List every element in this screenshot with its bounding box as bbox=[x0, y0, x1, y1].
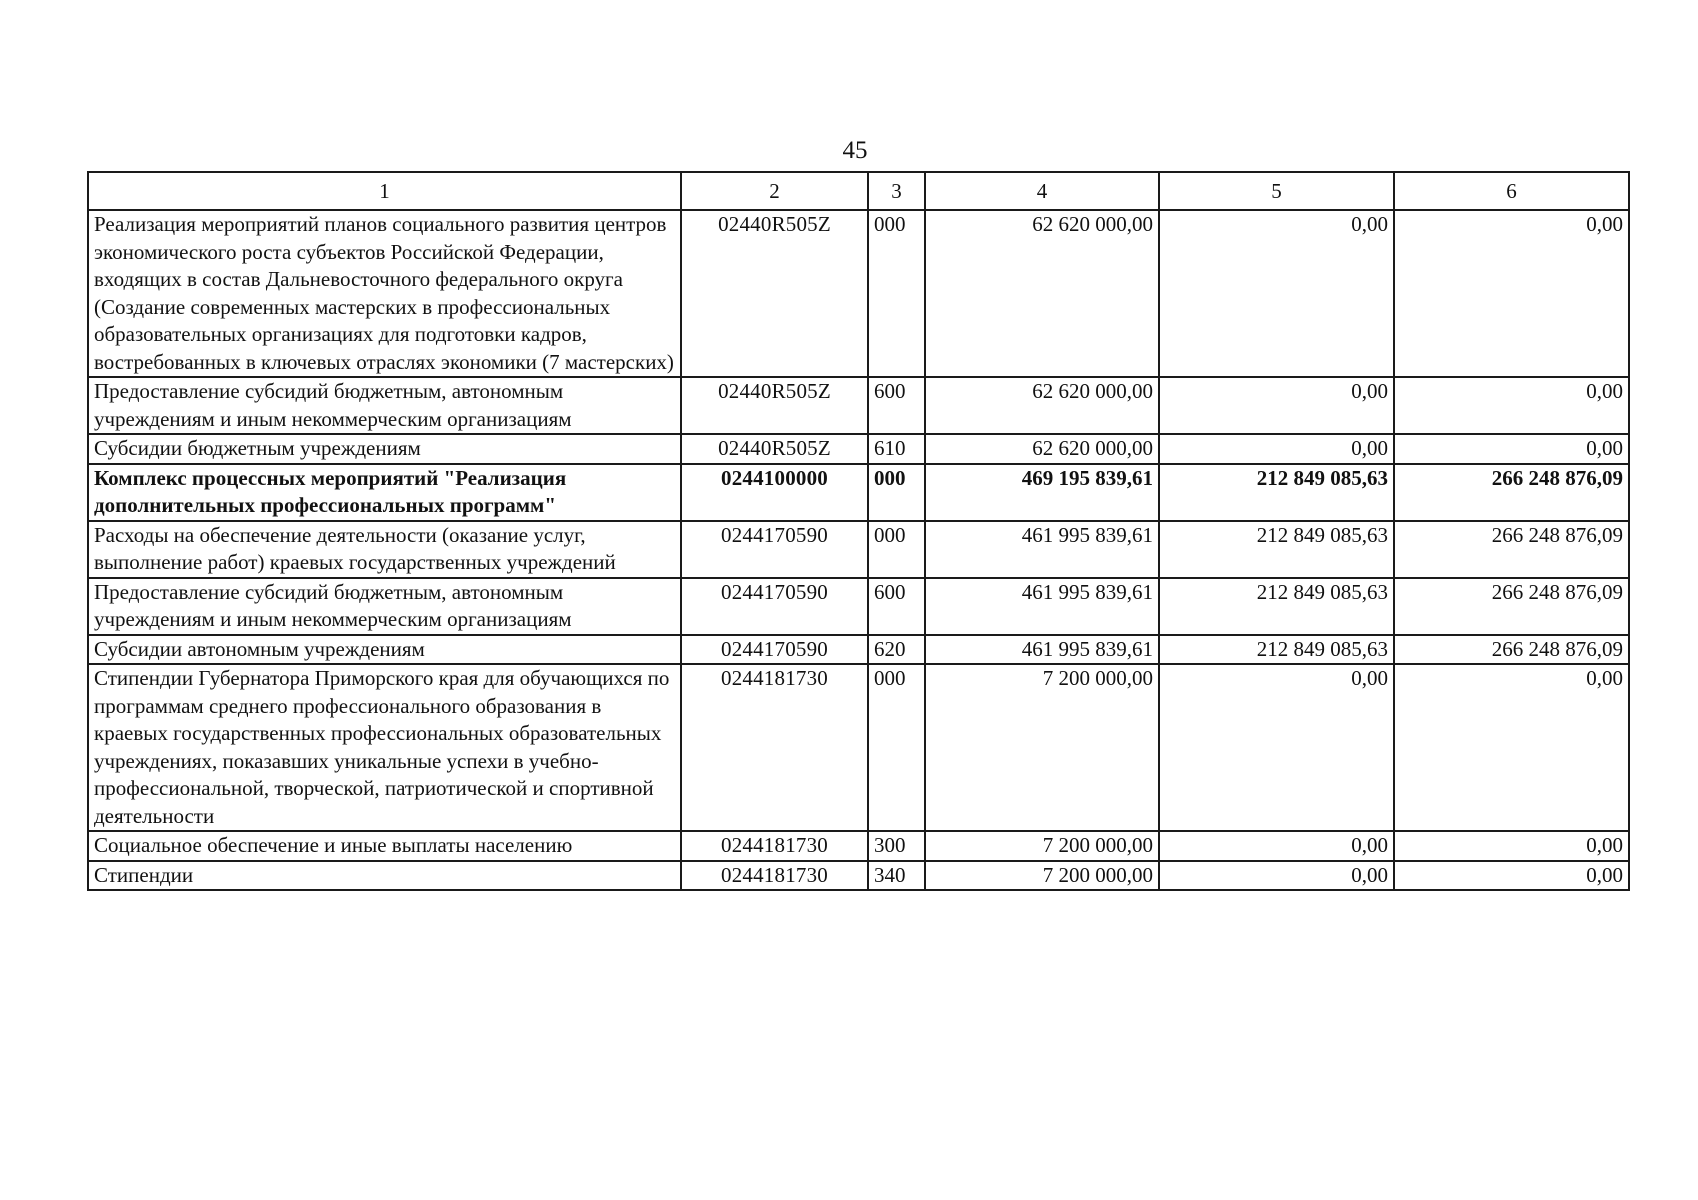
row-name: Субсидии бюджетным учреждениям bbox=[88, 434, 681, 464]
row-name: Комплекс процессных мероприятий "Реализация дополнительных профессиональных программ" bbox=[88, 464, 681, 521]
row-amount-col6: 0,00 bbox=[1394, 831, 1629, 861]
row-amount-col6: 266 248 876,09 bbox=[1394, 521, 1629, 578]
column-number-row bbox=[88, 172, 1629, 210]
row-amount-col5: 212 849 085,63 bbox=[1159, 464, 1394, 521]
row-target-code: 0244170590 bbox=[681, 635, 868, 665]
row-name: Субсидии автономным учреждениям bbox=[88, 635, 681, 665]
budget-table bbox=[87, 171, 1630, 891]
row-target-code: 02440R505Z bbox=[681, 210, 868, 377]
row-name: Предоставление субсидий бюджетным, автономным учреждениям и иным некоммерческим организациям bbox=[88, 578, 681, 635]
row-amount-col5: 0,00 bbox=[1159, 210, 1394, 377]
table-row bbox=[88, 578, 1629, 635]
column-header-3: 3 bbox=[868, 172, 925, 210]
row-target-code: 02440R505Z bbox=[681, 434, 868, 464]
row-amount-col4: 469 195 839,61 bbox=[925, 464, 1159, 521]
row-amount-col5: 212 849 085,63 bbox=[1159, 521, 1394, 578]
page-number: 45 bbox=[842, 137, 868, 164]
row-amount-col5: 0,00 bbox=[1159, 861, 1394, 891]
row-amount-col4: 7 200 000,00 bbox=[925, 664, 1159, 831]
table-row bbox=[88, 377, 1629, 434]
table-row bbox=[88, 664, 1629, 831]
column-header-6: 6 bbox=[1394, 172, 1629, 210]
row-expense-type: 000 bbox=[868, 210, 925, 377]
row-amount-col5: 0,00 bbox=[1159, 831, 1394, 861]
column-header-1: 1 bbox=[88, 172, 681, 210]
row-amount-col6: 0,00 bbox=[1394, 434, 1629, 464]
row-amount-col4: 62 620 000,00 bbox=[925, 434, 1159, 464]
column-header-2: 2 bbox=[681, 172, 868, 210]
table-row bbox=[88, 434, 1629, 464]
row-amount-col4: 461 995 839,61 bbox=[925, 578, 1159, 635]
row-target-code: 0244100000 bbox=[681, 464, 868, 521]
row-target-code: 0244181730 bbox=[681, 861, 868, 891]
column-header-5: 5 bbox=[1159, 172, 1394, 210]
row-amount-col4: 62 620 000,00 bbox=[925, 377, 1159, 434]
row-name: Реализация мероприятий планов социального развития центров экономического роста субъектов Российской Федерации, входящих в состав Дальневосточного федерального округа (Создание современных мастерских в профессиональных образовательных организациях для подготовки кадров, востребованных в ключевых отраслях экономики (7 мастерских) bbox=[88, 210, 681, 377]
table-row bbox=[88, 521, 1629, 578]
table-row bbox=[88, 635, 1629, 665]
row-amount-col5: 212 849 085,63 bbox=[1159, 635, 1394, 665]
row-amount-col4: 7 200 000,00 bbox=[925, 861, 1159, 891]
row-amount-col4: 62 620 000,00 bbox=[925, 210, 1159, 377]
row-amount-col4: 461 995 839,61 bbox=[925, 635, 1159, 665]
row-target-code: 0244181730 bbox=[681, 664, 868, 831]
row-amount-col5: 0,00 bbox=[1159, 434, 1394, 464]
row-name: Стипендии Губернатора Приморского края для обучающихся по программам среднего профессионального образования в краевых государственных профессиональных образовательных учреждениях, показавших уникальные успехи в учебно-профессиональной, творческой, патриотической и спортивной деятельности bbox=[88, 664, 681, 831]
table-row bbox=[88, 861, 1629, 891]
row-target-code: 0244181730 bbox=[681, 831, 868, 861]
row-amount-col6: 0,00 bbox=[1394, 664, 1629, 831]
row-expense-type: 600 bbox=[868, 377, 925, 434]
row-expense-type: 000 bbox=[868, 464, 925, 521]
row-expense-type: 000 bbox=[868, 664, 925, 831]
column-header-4: 4 bbox=[925, 172, 1159, 210]
row-amount-col4: 461 995 839,61 bbox=[925, 521, 1159, 578]
row-expense-type: 000 bbox=[868, 521, 925, 578]
row-name: Расходы на обеспечение деятельности (оказание услуг, выполнение работ) краевых государственных учреждений bbox=[88, 521, 681, 578]
row-amount-col6: 266 248 876,09 bbox=[1394, 578, 1629, 635]
row-amount-col5: 212 849 085,63 bbox=[1159, 578, 1394, 635]
row-expense-type: 620 bbox=[868, 635, 925, 665]
row-name: Стипендии bbox=[88, 861, 681, 891]
row-expense-type: 610 bbox=[868, 434, 925, 464]
row-target-code: 0244170590 bbox=[681, 521, 868, 578]
row-name: Предоставление субсидий бюджетным, автономным учреждениям и иным некоммерческим организациям bbox=[88, 377, 681, 434]
row-expense-type: 300 bbox=[868, 831, 925, 861]
row-amount-col6: 0,00 bbox=[1394, 861, 1629, 891]
row-amount-col6: 0,00 bbox=[1394, 377, 1629, 434]
row-amount-col4: 7 200 000,00 bbox=[925, 831, 1159, 861]
table-row bbox=[88, 210, 1629, 377]
row-name: Социальное обеспечение и иные выплаты населению bbox=[88, 831, 681, 861]
row-amount-col5: 0,00 bbox=[1159, 377, 1394, 434]
row-amount-col6: 266 248 876,09 bbox=[1394, 635, 1629, 665]
row-expense-type: 340 bbox=[868, 861, 925, 891]
table-row bbox=[88, 831, 1629, 861]
row-amount-col6: 266 248 876,09 bbox=[1394, 464, 1629, 521]
row-amount-col5: 0,00 bbox=[1159, 664, 1394, 831]
row-amount-col6: 0,00 bbox=[1394, 210, 1629, 377]
row-target-code: 02440R505Z bbox=[681, 377, 868, 434]
row-expense-type: 600 bbox=[868, 578, 925, 635]
table-row-subtotal bbox=[88, 464, 1629, 521]
row-target-code: 0244170590 bbox=[681, 578, 868, 635]
